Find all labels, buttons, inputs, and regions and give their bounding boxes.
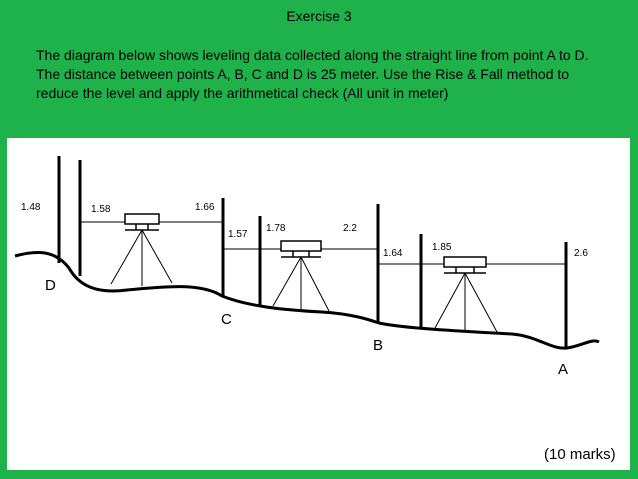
reading-5: 1.78 — [266, 223, 286, 234]
diagram-panel — [7, 138, 630, 470]
reading-6: 2.2 — [343, 223, 357, 234]
leveling-diagram — [7, 138, 630, 470]
marks-label: (10 marks) — [544, 446, 616, 463]
level-instrument-3 — [435, 257, 497, 332]
exercise-description: The diagram below shows leveling data collected along the straight line from point A to D. The distance between points A, B, C and D is 25 meter. Use the Rise & Fall method to reduce the level and apply the arithmetical check (All unit in meter) — [36, 47, 589, 101]
level-instrument-1 — [111, 214, 172, 286]
level-instrument-2 — [273, 241, 329, 311]
reading-8: 1.85 — [432, 242, 452, 253]
point-d-label: D — [45, 277, 56, 294]
reading-3: 1.66 — [195, 202, 215, 213]
point-a-label: A — [558, 361, 569, 378]
reading-7: 1.64 — [383, 248, 403, 259]
reading-2: 1.58 — [91, 204, 111, 215]
reading-9: 2.6 — [574, 248, 588, 259]
ground-profile — [15, 252, 599, 348]
point-b-label: B — [373, 337, 384, 354]
exercise-title: Exercise 3 — [286, 8, 352, 24]
reading-1: 1.48 — [21, 202, 41, 213]
reading-4: 1.57 — [228, 229, 248, 240]
point-c-label: C — [221, 311, 232, 328]
